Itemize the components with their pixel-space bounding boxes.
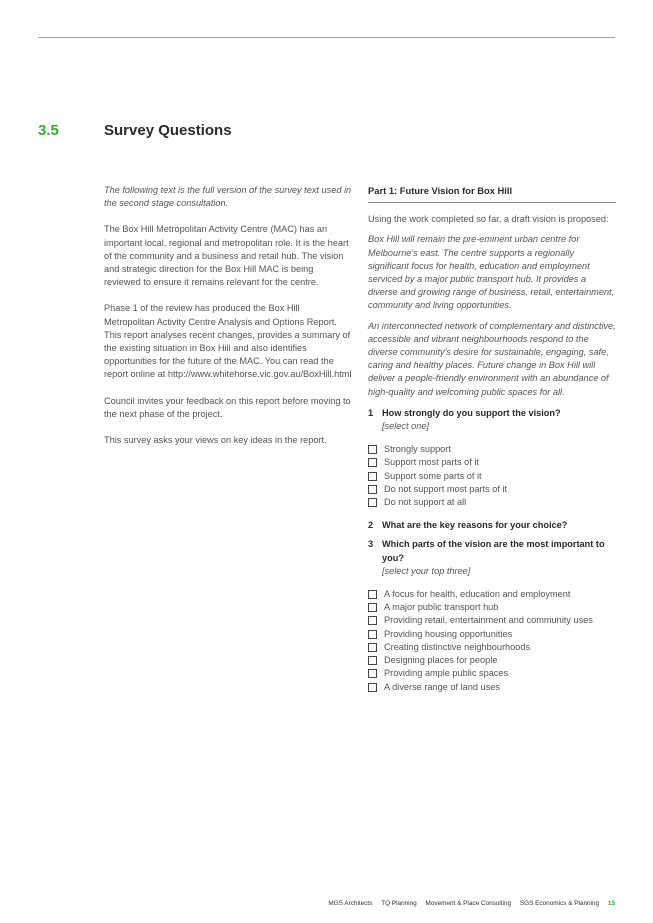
checkbox-icon[interactable]: [368, 485, 377, 494]
option-label: Providing retail, entertainment and community uses: [384, 615, 593, 626]
question-2: [368, 519, 616, 532]
option-label: Designing places for people: [384, 655, 498, 666]
question-3-options: [368, 588, 616, 694]
section-number: 3.5: [38, 122, 59, 139]
option-item[interactable]: [368, 456, 616, 469]
paragraph-survey-asks: This survey asks your views on key ideas in the report.: [104, 435, 327, 446]
option-item[interactable]: [368, 667, 616, 680]
option-item[interactable]: [368, 470, 616, 483]
checkbox-icon[interactable]: [368, 630, 377, 639]
option-label: A major public transport hub: [384, 602, 499, 613]
option-label: Providing ample public spaces: [384, 668, 509, 679]
option-item[interactable]: [368, 654, 616, 667]
paragraph-council-invites: Council invites your feedback on this report before moving to the next phase of the project.: [104, 395, 351, 419]
checkbox-icon[interactable]: [368, 616, 377, 625]
paragraph-mac-role: The Box Hill Metropolitan Activity Centre (MAC) has an important local, regional and metropolitan role. It is the heart of the community and a business and retail hub. The vision and strategic direction for the Box Hill MAC is being reviewed to ensure it remains relevant for the centre.: [104, 224, 349, 288]
page-number: 15: [607, 900, 615, 907]
question-1-options: [368, 443, 616, 509]
footer-credit: SGS Economics & Planning: [519, 900, 600, 907]
question-number: 3: [368, 539, 374, 550]
checkbox-icon[interactable]: [368, 445, 377, 454]
option-label: Strongly support: [384, 444, 451, 455]
part-heading: Part 1: Future Vision for Box Hill: [368, 184, 616, 203]
top-divider: [38, 37, 615, 38]
page-footer: [321, 900, 615, 907]
option-label: Providing housing opportunities: [384, 628, 513, 639]
question-text: Which parts of the vision are the most important to you?: [382, 539, 605, 563]
question-1: [368, 407, 616, 433]
question-text: How strongly do you support the vision?: [382, 407, 561, 418]
option-item[interactable]: [368, 588, 616, 601]
checkbox-icon[interactable]: [368, 656, 377, 665]
option-item[interactable]: [368, 483, 616, 496]
left-column: [104, 184, 352, 460]
intro-text: The following text is the full version of the survey text used in the second stage consultation.: [104, 185, 352, 209]
option-label: Support most parts of it: [384, 457, 479, 468]
checkbox-icon[interactable]: [368, 498, 377, 507]
option-label: Creating distinctive neighbourhoods: [384, 641, 531, 652]
checkbox-icon[interactable]: [368, 458, 377, 467]
option-label: Do not support at all: [384, 497, 467, 508]
option-item[interactable]: [368, 641, 616, 654]
vision-paragraph: An interconnected network of complementary and distinctive, accessible and vibrant neighbourhoods respond to the diverse community's desire for sustainable, engaging, safe, caring and healthy places. Future change in Box Hill will deliver a people-friendly environment with an abundance of high-quality and welcoming public spaces for all.: [368, 320, 616, 397]
checkbox-icon[interactable]: [368, 472, 377, 481]
section-title: Survey Questions: [104, 122, 232, 139]
option-item[interactable]: [368, 443, 616, 456]
question-number: 2: [368, 520, 374, 531]
question-text: What are the key reasons for your choice?: [382, 520, 568, 531]
option-label: A focus for health, education and employment: [384, 589, 571, 600]
vision-lead: Using the work completed so far, a draft vision is proposed:: [368, 214, 609, 225]
checkbox-icon[interactable]: [368, 683, 377, 692]
question-number: 1: [368, 407, 374, 418]
option-item[interactable]: [368, 614, 616, 627]
option-label: Do not support most parts of it: [384, 483, 508, 494]
question-hint: [select your top three]: [382, 565, 471, 576]
footer-credit: TQ Planning: [381, 900, 417, 907]
checkbox-icon[interactable]: [368, 643, 377, 652]
checkbox-icon[interactable]: [368, 669, 377, 678]
option-label: Support some parts of it: [384, 470, 482, 481]
right-column: [368, 184, 616, 704]
option-label: A diverse range of land uses: [384, 681, 500, 692]
question-3: [368, 538, 616, 578]
option-item[interactable]: [368, 681, 616, 694]
checkbox-icon[interactable]: [368, 603, 377, 612]
option-item[interactable]: [368, 496, 616, 509]
footer-credit: MGS Architects: [328, 900, 373, 907]
checkbox-icon[interactable]: [368, 590, 377, 599]
option-item[interactable]: [368, 628, 616, 641]
question-hint: [select one]: [382, 421, 429, 432]
option-item[interactable]: [368, 601, 616, 614]
vision-paragraph: Box Hill will remain the pre-eminent urban centre for Melbourne's east. The centre supports a regionally significant focus for health, education and employment serviced by a major public transport hub. It provides a diverse and growing range of business, retail, entertainment, community and living opportunities.: [368, 234, 615, 311]
footer-credit: Movement & Place Consulting: [425, 900, 512, 907]
paragraph-phase-1: Phase 1 of the review has produced the Box Hill Metropolitan Activity Centre Analysis and Options Report. This report analyses recent changes, provides a summary of the existing situation in Box Hill and also identifies opportunities for the future of the MAC. You can read the report online at http://www.whitehorse.vic.gov.au/BoxHill.html: [104, 303, 352, 380]
